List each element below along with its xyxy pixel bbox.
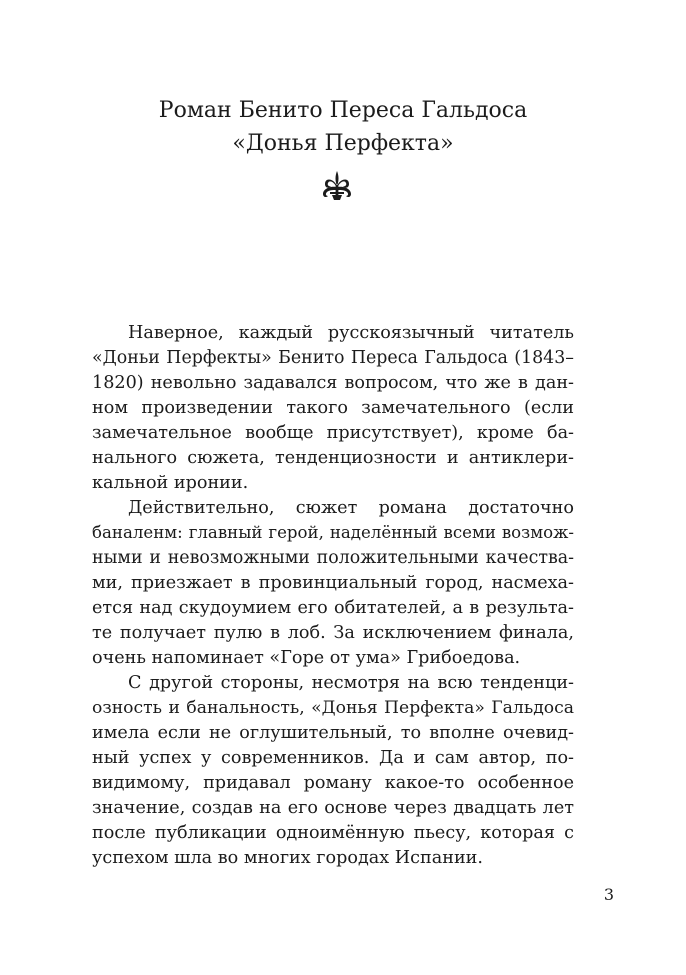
text-line: С другой стороны, несмотря на всю тенденци-: [128, 673, 574, 693]
text-line: 1820) невольно задавался вопросом, что же в дан-: [92, 373, 574, 393]
text-line: ный успех у современников. Да и сам автор, по-: [92, 748, 574, 768]
fleuron-icon: [320, 169, 354, 201]
chapter-title-line-2: «Донья Перфекта»: [232, 131, 454, 156]
text-line: ми, приезжает в провинциальный город, насмеха-: [92, 573, 574, 593]
text-line: имела если не оглушительный, то вполне очевид-: [92, 723, 574, 743]
text-line: нального сюжета, тенденциозности и антиклери-: [92, 448, 574, 468]
text-line: успехом шла во многих городах Испании.: [92, 848, 483, 868]
chapter-title-line-1: Роман Бенито Переса Гальдоса: [158, 98, 528, 123]
text-line: значение, создав на его основе через двадцать лет: [92, 798, 574, 818]
text-line: видимому, придавал роману какое-то особенное: [92, 773, 574, 793]
text-line: озность и банальность, «Донья Перфекта» Гальдоса: [92, 698, 574, 718]
page-number: 3: [603, 885, 614, 904]
text-line: ном произведении такого замечательного (если: [92, 398, 574, 418]
text-line: очень напоминает «Горе от ума» Грибоедова.: [92, 648, 521, 668]
text-line: ными и невозможными положительными качества-: [92, 548, 574, 568]
text-line: после публикации одноимённую пьесу, которая с: [92, 823, 574, 843]
text-line: замечательное вообще присутствует), кроме ба-: [92, 423, 574, 443]
text-line: Действительно, сюжет романа достаточно: [128, 498, 574, 518]
text-line: ется над скудоумием его обитателей, а в результа-: [92, 598, 574, 618]
text-line: кальной иронии.: [92, 473, 249, 493]
text-line: баналенм: главный герой, наделённый всеми возмож-: [92, 523, 574, 542]
text-line: Наверное, каждый русскоязычный читатель: [128, 323, 574, 343]
text-line: те получает пулю в лоб. За исключением финала,: [92, 623, 574, 643]
text-line: «Доньи Перфекты» Бенито Переса Гальдоса (1843–: [92, 348, 574, 368]
